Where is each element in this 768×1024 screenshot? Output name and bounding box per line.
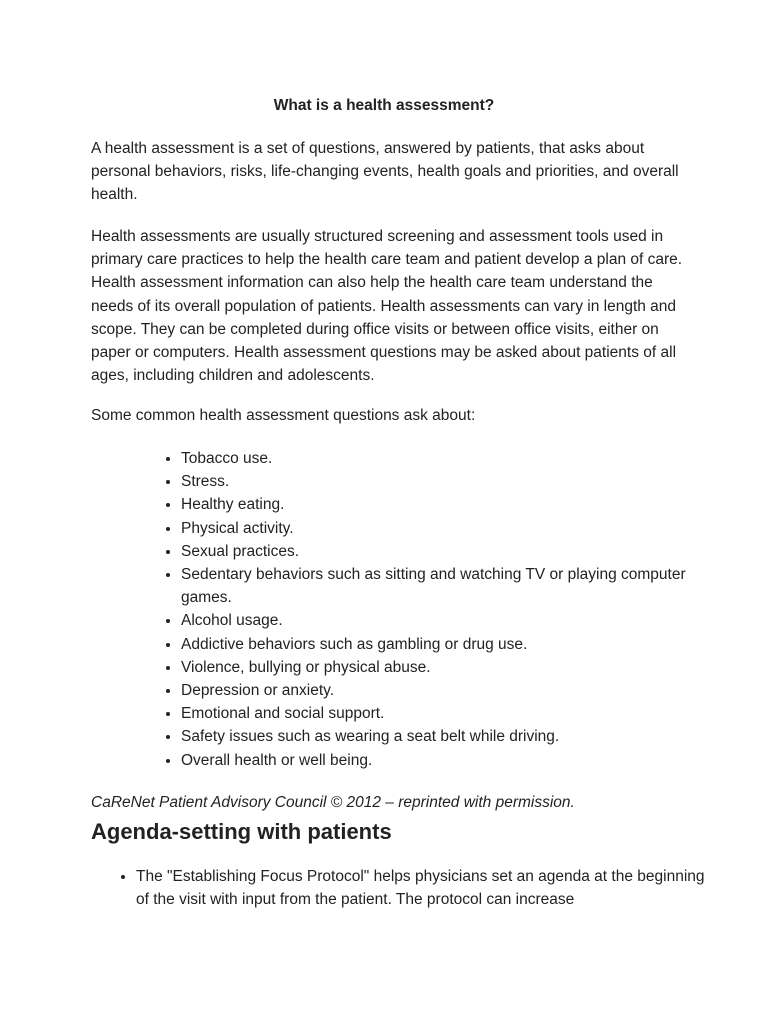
credit-line: CaReNet Patient Advisory Council © 2012 – reprinted with permission. — [91, 794, 575, 811]
list-item: • Physical activity. — [181, 517, 721, 540]
paragraph-definition: A health assessment is a set of questions, answered by patients, that asks about personal behaviors, risks, life-changing events, health goals and priorities, and overall health. — [91, 140, 679, 204]
paragraph-common-intro: Some common health assessment questions ask about: — [91, 407, 476, 424]
list-item: • Safety issues such as wearing a seat belt while driving. — [181, 725, 721, 748]
paragraph-usage: Health assessments are usually structured screening and assessment tools used in primary care practices to help the health care team and patient develop a plan of care. Health assessment information can also help the health care team understand the needs of its overall population of patients. Health assessments can vary in length and scope. They can be completed during office visits or between office visits, either on paper or computers. Health assessment questions may be asked about patients of all ages, including children and adolescents. — [91, 228, 683, 385]
list-item: • The "Establishing Focus Protocol" helps physicians set an agenda at the beginning of the visit with input from the patient. The protocol can increase — [136, 865, 716, 911]
list-item: • Overall health or well being. — [181, 749, 721, 772]
list-item: • Sedentary behaviors such as sitting and watching TV or playing computer games. — [181, 563, 721, 609]
list-item: • Stress. — [181, 470, 721, 493]
list-item: • Healthy eating. — [181, 493, 721, 516]
list-item: • Addictive behaviors such as gambling or drug use. — [181, 633, 721, 656]
list-item: • Depression or anxiety. — [181, 679, 721, 702]
document-title: What is a health assessment? — [273, 97, 495, 114]
list-item: • Tobacco use. — [181, 447, 721, 470]
list-item: • Emotional and social support. — [181, 702, 721, 725]
common-questions-list — [136, 447, 721, 772]
list-item: • Violence, bullying or physical abuse. — [181, 656, 721, 679]
section-heading: Agenda-setting with patients — [91, 819, 392, 844]
list-item: • Sexual practices. — [181, 540, 721, 563]
agenda-list — [91, 865, 716, 911]
list-item: • Alcohol usage. — [181, 609, 721, 632]
